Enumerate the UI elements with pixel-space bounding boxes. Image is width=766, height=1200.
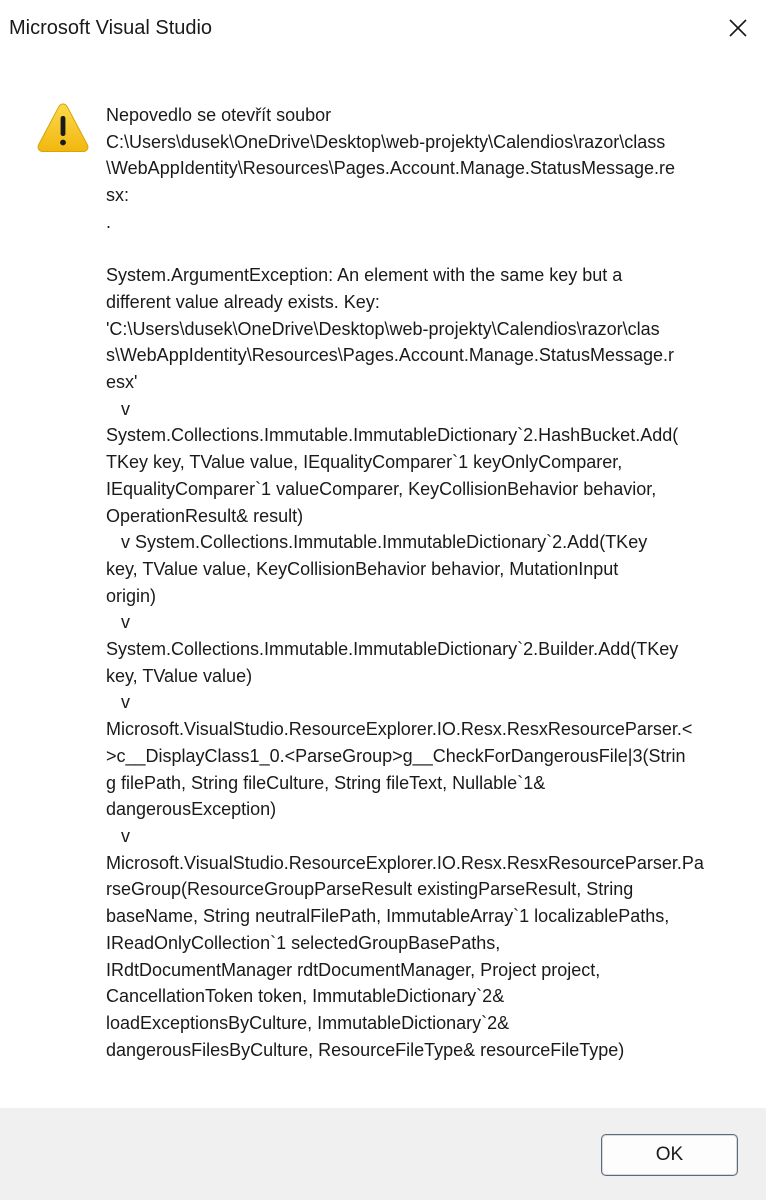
message-line: esx' xyxy=(106,372,138,393)
message-line: TKey key, TValue value, IEqualityComparer`1 keyOnlyComparer, xyxy=(106,452,623,473)
message-line: key, TValue value) xyxy=(106,665,253,686)
message-line: System.Collections.Immutable.ImmutableDictionary`2.HashBucket.Add( xyxy=(106,425,679,446)
message-line: System.ArgumentException: An element with the same key but a xyxy=(106,265,623,286)
message-line: IRdtDocumentManager rdtDocumentManager, Project project, xyxy=(106,959,601,980)
message-line: >c__DisplayClass1_0.<ParseGroup>g__CheckForDangerousFile|3(Strin xyxy=(106,745,686,766)
message-line: s\WebAppIdentity\Resources\Pages.Account.Manage.StatusMessage.r xyxy=(106,345,674,366)
message-line: loadExceptionsByCulture, ImmutableDictionary`2& xyxy=(106,1012,510,1033)
message-line: dangerousException) xyxy=(106,799,277,820)
message-line: Nepovedlo se otevřít soubor xyxy=(106,105,332,125)
close-button[interactable] xyxy=(720,10,756,46)
message-line: v System.Collections.Immutable.ImmutableDictionary`2.Add(TKey xyxy=(106,532,648,553)
message-line: . xyxy=(106,211,112,232)
message-line: g filePath, String fileCulture, String fileText, Nullable`1& xyxy=(106,772,546,793)
message-line: v xyxy=(106,398,131,419)
message-line: CancellationToken token, ImmutableDictionary`2& xyxy=(106,986,505,1007)
message-line: sx: xyxy=(106,185,130,206)
message-line: Microsoft.VisualStudio.ResourceExplorer.IO.Resx.ResxResourceParser.< xyxy=(106,719,693,740)
message-line: key, TValue value, KeyCollisionBehavior behavior, MutationInput xyxy=(106,558,619,579)
dialog-footer xyxy=(0,1108,766,1200)
message-line: 'C:\Users\dusek\OneDrive\Desktop\web-projekty\Calendios\razor\clas xyxy=(106,318,660,339)
message-line: IReadOnlyCollection`1 selectedGroupBasePaths, xyxy=(106,932,501,953)
message-line: origin) xyxy=(106,585,157,606)
message-line: baseName, String neutralFilePath, ImmutableArray`1 localizablePaths, xyxy=(106,906,670,927)
message-line: Microsoft.VisualStudio.ResourceExplorer.IO.Resx.ResxResourceParser.Pa xyxy=(106,852,704,873)
window-title: Microsoft Visual Studio xyxy=(9,17,213,39)
close-icon xyxy=(720,10,756,46)
error-message xyxy=(106,102,718,1063)
title-bar xyxy=(0,0,766,56)
message-line: dangerousFilesByCulture, ResourceFileType& resourceFileType) xyxy=(106,1039,625,1060)
message-line: different value already exists. Key: xyxy=(106,291,380,312)
message-line: rseGroup(ResourceGroupParseResult existingParseResult, String xyxy=(106,879,634,900)
ok-button[interactable]: OK xyxy=(601,1134,738,1176)
message-line: v xyxy=(106,612,131,633)
warning-icon xyxy=(36,101,90,155)
message-line: System.Collections.Immutable.ImmutableDictionary`2.Builder.Add(TKey xyxy=(106,639,679,660)
message-line: IEqualityComparer`1 valueComparer, KeyCollisionBehavior behavior, xyxy=(106,478,657,499)
message-line: v xyxy=(106,825,131,846)
message-line: OperationResult& result) xyxy=(106,505,304,526)
message-line: v xyxy=(106,692,131,713)
message-line: C:\Users\dusek\OneDrive\Desktop\web-projekty\Calendios\razor\class xyxy=(106,131,666,152)
message-line: \WebAppIdentity\Resources\Pages.Account.Manage.StatusMessage.re xyxy=(106,158,675,179)
